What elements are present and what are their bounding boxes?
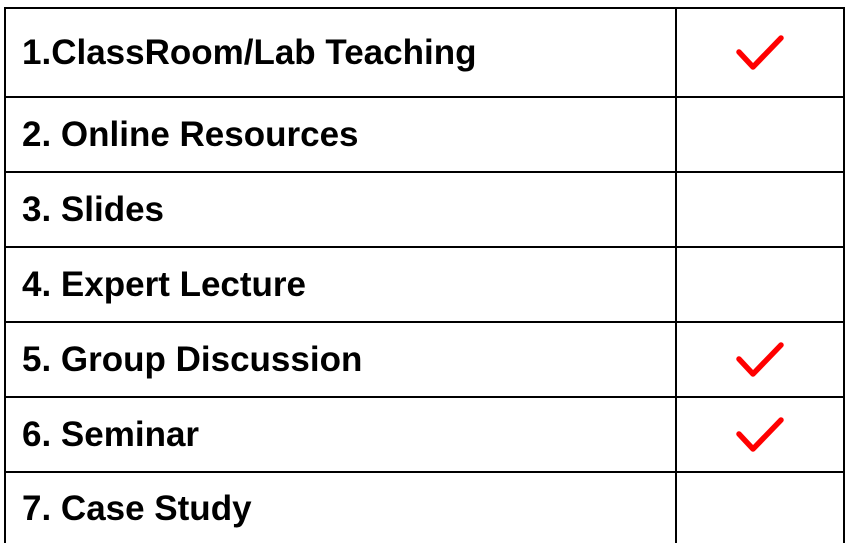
table-row	[5, 8, 844, 97]
checkmark-icon	[736, 340, 784, 380]
table-row	[5, 172, 844, 247]
table-row	[5, 97, 844, 172]
table-row	[5, 472, 844, 543]
check-cell	[676, 472, 844, 543]
table-body	[5, 8, 844, 543]
table-row	[5, 397, 844, 472]
table-row	[5, 322, 844, 397]
method-label: 3. Slides	[5, 172, 676, 247]
checkmark-icon	[736, 33, 784, 73]
check-cell	[676, 322, 844, 397]
method-label: 2. Online Resources	[5, 97, 676, 172]
table-row	[5, 247, 844, 322]
method-label: 7. Case Study	[5, 472, 676, 543]
method-label: 1.ClassRoom/Lab Teaching	[5, 8, 676, 97]
check-cell	[676, 8, 844, 97]
method-label: 5. Group Discussion	[5, 322, 676, 397]
check-cell	[676, 97, 844, 172]
checkmark-icon	[736, 415, 784, 455]
check-cell	[676, 397, 844, 472]
method-label: 4. Expert Lecture	[5, 247, 676, 322]
teaching-methods-table	[4, 7, 845, 543]
check-cell	[676, 172, 844, 247]
check-cell	[676, 247, 844, 322]
method-label: 6. Seminar	[5, 397, 676, 472]
